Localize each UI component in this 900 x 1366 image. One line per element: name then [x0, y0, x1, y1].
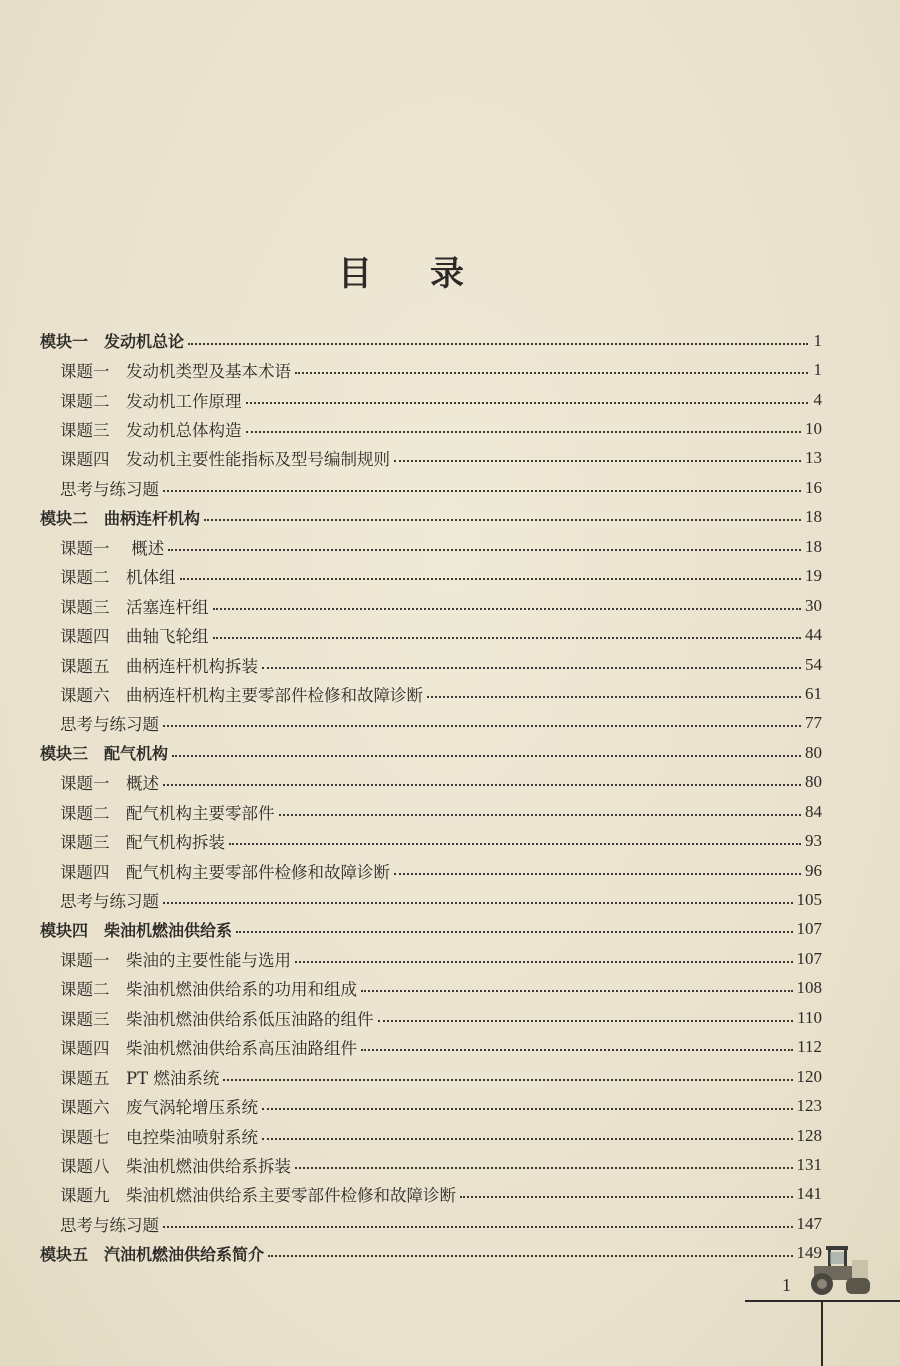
entry-title: 课题二 柴油机燃油供给系的功用和组成	[60, 980, 357, 1000]
dot-leader	[295, 1167, 793, 1169]
toc-lesson-entry[interactable]	[40, 1180, 822, 1209]
toc-lesson-entry[interactable]	[40, 414, 822, 443]
entry-title: 课题三 发动机总体构造	[60, 421, 242, 441]
toc-lesson-entry[interactable]	[40, 797, 822, 826]
toc-module-entry[interactable]	[40, 1239, 822, 1268]
dot-leader	[361, 990, 793, 992]
entry-title: 思考与练习题	[60, 1215, 159, 1235]
dot-leader	[262, 1138, 793, 1140]
entry-title: 课题八 柴油机燃油供给系拆装	[60, 1156, 291, 1176]
dot-leader	[361, 1049, 793, 1051]
dot-leader	[229, 843, 801, 845]
entry-page-number: 18	[805, 536, 822, 556]
toc-lesson-entry[interactable]	[40, 444, 822, 473]
entry-title: 课题九 柴油机燃油供给系主要零部件检修和故障诊断	[60, 1186, 456, 1206]
entry-page-number: 61	[805, 683, 822, 703]
dot-leader	[213, 608, 802, 610]
dot-leader	[262, 667, 801, 669]
entry-page-number: 147	[796, 1213, 822, 1233]
road-roller-icon	[806, 1244, 872, 1300]
toc-module-entry[interactable]	[40, 503, 822, 532]
dot-leader	[295, 372, 808, 374]
toc-lesson-entry[interactable]	[40, 1033, 822, 1062]
entry-title: 课题三 配气机构拆装	[60, 833, 225, 853]
entry-title: 课题四 曲轴飞轮组	[60, 627, 209, 647]
toc-lesson-entry[interactable]	[40, 1209, 822, 1238]
table-of-contents	[40, 326, 822, 1268]
entry-title: 模块四 柴油机燃油供给系	[40, 920, 233, 940]
entry-page-number: 44	[805, 625, 822, 645]
entry-title: 课题五 PT 燃油系统	[60, 1068, 220, 1088]
toc-lesson-entry[interactable]	[40, 974, 822, 1003]
entry-title: 课题二 配气机构主要零部件	[60, 803, 275, 823]
toc-lesson-entry[interactable]	[40, 1062, 822, 1091]
toc-lesson-entry[interactable]	[40, 1091, 822, 1120]
entry-page-number: 54	[805, 654, 822, 674]
entry-title: 课题三 柴油机燃油供给系低压油路的组件	[60, 1009, 374, 1029]
entry-page-number: 120	[796, 1066, 822, 1086]
dot-leader	[236, 931, 792, 933]
toc-lesson-entry[interactable]	[40, 1121, 822, 1150]
entry-title: 模块一 发动机总论	[40, 332, 185, 352]
entry-title: 课题四 发动机主要性能指标及型号编制规则	[60, 450, 390, 470]
toc-lesson-entry[interactable]	[40, 768, 822, 797]
toc-lesson-entry[interactable]	[40, 679, 822, 708]
toc-lesson-entry[interactable]	[40, 826, 822, 855]
entry-page-number: 96	[805, 860, 822, 880]
dot-leader	[163, 784, 801, 786]
entry-title: 模块五 汽油机燃油供给系简介	[40, 1244, 265, 1264]
entry-page-number: 105	[796, 890, 822, 910]
dot-leader	[378, 1020, 794, 1022]
dot-leader	[163, 1226, 793, 1228]
dot-leader	[223, 1079, 792, 1081]
dot-leader	[394, 873, 801, 875]
entry-page-number: 1	[813, 360, 822, 380]
toc-lesson-entry[interactable]	[40, 620, 822, 649]
toc-lesson-entry[interactable]	[40, 532, 822, 561]
entry-title: 课题一 发动机类型及基本术语	[60, 362, 291, 382]
entry-title: 课题四 柴油机燃油供给系高压油路组件	[60, 1039, 357, 1059]
toc-lesson-entry[interactable]	[40, 856, 822, 885]
toc-lesson-entry[interactable]	[40, 1150, 822, 1179]
entry-page-number: 80	[805, 772, 822, 792]
toc-lesson-entry[interactable]	[40, 1003, 822, 1032]
dot-leader	[279, 814, 802, 816]
entry-page-number: 108	[796, 978, 822, 998]
entry-page-number: 10	[805, 419, 822, 439]
entry-page-number: 30	[805, 595, 822, 615]
toc-lesson-entry[interactable]	[40, 591, 822, 620]
entry-title: 课题四 配气机构主要零部件检修和故障诊断	[60, 862, 390, 882]
entry-title: 模块三 配气机构	[40, 744, 169, 764]
entry-title: 课题一 柴油的主要性能与选用	[60, 950, 291, 970]
dot-leader	[394, 460, 801, 462]
entry-page-number: 18	[805, 507, 822, 527]
entry-title: 课题六 曲柄连杆机构主要零部件检修和故障诊断	[60, 685, 423, 705]
dot-leader	[268, 1255, 792, 1257]
entry-title: 课题三 活塞连杆组	[60, 597, 209, 617]
toc-lesson-entry[interactable]	[40, 473, 822, 502]
entry-title: 课题一 概述	[60, 538, 165, 558]
toc-lesson-entry[interactable]	[40, 885, 822, 914]
dot-leader	[168, 549, 801, 551]
entry-title: 课题一 概述	[60, 774, 159, 794]
toc-lesson-entry[interactable]	[40, 355, 822, 384]
entry-title: 课题七 电控柴油喷射系统	[60, 1127, 258, 1147]
toc-module-entry[interactable]	[40, 738, 822, 767]
toc-module-entry[interactable]	[40, 326, 822, 355]
entry-page-number: 4	[813, 389, 822, 409]
toc-lesson-entry[interactable]	[40, 562, 822, 591]
entry-title: 思考与练习题	[60, 715, 159, 735]
entry-title: 模块二 曲柄连杆机构	[40, 508, 201, 528]
entry-page-number: 19	[805, 566, 822, 586]
entry-title: 课题二 机体组	[60, 568, 176, 588]
entry-page-number: 1	[813, 330, 822, 350]
entry-page-number: 123	[796, 1096, 822, 1116]
entry-title: 课题六 废气涡轮增压系统	[60, 1098, 258, 1118]
dot-leader	[246, 402, 809, 404]
dot-leader	[295, 961, 793, 963]
entry-page-number: 93	[805, 831, 822, 851]
footer-vertical-rule	[821, 1300, 823, 1366]
toc-module-entry[interactable]	[40, 915, 822, 944]
dot-leader	[460, 1196, 793, 1198]
dot-leader	[163, 902, 793, 904]
toc-lesson-entry[interactable]	[40, 944, 822, 973]
entry-page-number: 128	[796, 1125, 822, 1145]
entry-page-number: 16	[805, 477, 822, 497]
dot-leader	[213, 637, 802, 639]
entry-page-number: 13	[805, 448, 822, 468]
dot-leader	[172, 755, 801, 757]
entry-page-number: 80	[805, 742, 822, 762]
entry-page-number: 112	[797, 1037, 822, 1057]
dot-leader	[163, 490, 801, 492]
dot-leader	[262, 1108, 793, 1110]
dot-leader	[246, 431, 802, 433]
entry-title: 课题五 曲柄连杆机构拆装	[60, 656, 258, 676]
entry-page-number: 107	[796, 919, 822, 939]
dot-leader	[188, 343, 808, 345]
toc-lesson-entry[interactable]	[40, 385, 822, 414]
page-title: 目录	[338, 254, 522, 294]
dot-leader	[204, 519, 801, 521]
dot-leader	[180, 578, 802, 580]
toc-lesson-entry[interactable]	[40, 709, 822, 738]
entry-page-number: 131	[796, 1154, 822, 1174]
entry-page-number: 141	[796, 1184, 822, 1204]
entry-page-number: 77	[805, 713, 822, 733]
page-number: 1	[782, 1275, 791, 1295]
entry-title: 课题二 发动机工作原理	[60, 391, 242, 411]
dot-leader	[427, 696, 801, 698]
entry-page-number: 149	[796, 1243, 822, 1263]
entry-title: 思考与练习题	[60, 479, 159, 499]
entry-title: 思考与练习题	[60, 892, 159, 912]
dot-leader	[163, 725, 801, 727]
entry-page-number: 84	[805, 801, 822, 821]
toc-lesson-entry[interactable]	[40, 650, 822, 679]
entry-page-number: 110	[797, 1007, 822, 1027]
entry-page-number: 107	[796, 948, 822, 968]
